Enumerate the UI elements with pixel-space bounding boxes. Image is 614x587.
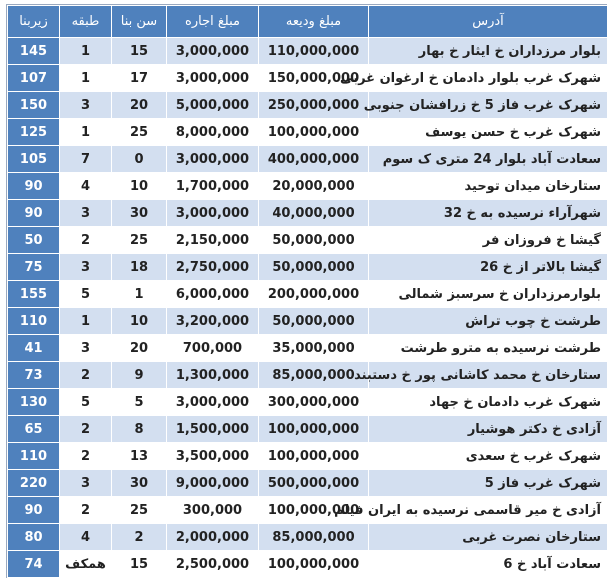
cell-deposit: 85,000,000 xyxy=(259,362,369,389)
cell-rent: 9,000,000 xyxy=(167,470,259,497)
cell-age: 25 xyxy=(112,119,167,146)
cell-address: شهرک غرب دادمان خ جهاد xyxy=(369,389,608,416)
cell-area: 90 xyxy=(8,497,60,524)
table-row xyxy=(8,92,608,119)
cell-deposit: 40,000,000 xyxy=(259,200,369,227)
cell-rent: 700,000 xyxy=(167,335,259,362)
cell-floor: 4 xyxy=(60,173,112,200)
table-row xyxy=(8,173,608,200)
cell-age: 10 xyxy=(112,308,167,335)
cell-address: بلوار مرزداران خ ایثار خ بهار xyxy=(369,38,608,65)
cell-rent: 300,000 xyxy=(167,497,259,524)
cell-area: 150 xyxy=(8,92,60,119)
cell-age: 0 xyxy=(112,146,167,173)
cell-deposit: 100,000,000 xyxy=(259,551,369,578)
cell-area: 155 xyxy=(8,281,60,308)
header-address: آدرس xyxy=(369,6,608,38)
table-row xyxy=(8,497,608,524)
cell-floor: 2 xyxy=(60,497,112,524)
cell-address: ستارخان میدان توحید xyxy=(369,173,608,200)
table-row xyxy=(8,227,608,254)
cell-deposit: 20,000,000 xyxy=(259,173,369,200)
cell-address: طرشت خ چوب تراش xyxy=(369,308,608,335)
cell-area: 41 xyxy=(8,335,60,362)
cell-area: 73 xyxy=(8,362,60,389)
cell-age: 17 xyxy=(112,65,167,92)
cell-floor: 1 xyxy=(60,119,112,146)
cell-address: شهرآراء نرسیده به خ 32 xyxy=(369,200,608,227)
cell-area: 110 xyxy=(8,443,60,470)
cell-rent: 6,000,000 xyxy=(167,281,259,308)
cell-deposit: 85,000,000 xyxy=(259,524,369,551)
cell-floor: 3 xyxy=(60,200,112,227)
header-floor: طبقه xyxy=(60,6,112,38)
table-row xyxy=(8,281,608,308)
table-row xyxy=(8,524,608,551)
cell-rent: 1,300,000 xyxy=(167,362,259,389)
cell-age: 15 xyxy=(112,38,167,65)
cell-address: ستارخان خ محمد کاشانی پور خ دستبند xyxy=(369,362,608,389)
table-row xyxy=(8,146,608,173)
cell-deposit: 100,000,000 xyxy=(259,416,369,443)
table-row xyxy=(8,416,608,443)
header-deposit: مبلغ ودیعه xyxy=(259,6,369,38)
table-row xyxy=(8,200,608,227)
cell-deposit: 50,000,000 xyxy=(259,227,369,254)
cell-address: شهرک غرب خ حسن یوسف xyxy=(369,119,608,146)
cell-area: 90 xyxy=(8,173,60,200)
cell-area: 65 xyxy=(8,416,60,443)
cell-floor: 3 xyxy=(60,335,112,362)
cell-age: 2 xyxy=(112,524,167,551)
cell-rent: 8,000,000 xyxy=(167,119,259,146)
cell-age: 18 xyxy=(112,254,167,281)
cell-floor: 2 xyxy=(60,416,112,443)
cell-floor: 3 xyxy=(60,254,112,281)
cell-age: 10 xyxy=(112,173,167,200)
cell-area: 105 xyxy=(8,146,60,173)
cell-address: شهرک غرب فاز 5 xyxy=(369,470,608,497)
cell-address: سعادت آباد بلوار 24 متری ک سوم xyxy=(369,146,608,173)
cell-address: بلوارمرزداران خ سرسبز شمالی xyxy=(369,281,608,308)
cell-area: 80 xyxy=(8,524,60,551)
cell-deposit: 100,000,000 xyxy=(259,443,369,470)
cell-age: 25 xyxy=(112,227,167,254)
cell-deposit: 35,000,000 xyxy=(259,335,369,362)
cell-deposit: 200,000,000 xyxy=(259,281,369,308)
cell-rent: 3,500,000 xyxy=(167,443,259,470)
cell-area: 130 xyxy=(8,389,60,416)
cell-floor: 5 xyxy=(60,281,112,308)
cell-age: 20 xyxy=(112,335,167,362)
cell-rent: 3,000,000 xyxy=(167,38,259,65)
table-row xyxy=(8,65,608,92)
cell-age: 13 xyxy=(112,443,167,470)
table-row xyxy=(8,308,608,335)
cell-area: 145 xyxy=(8,38,60,65)
cell-rent: 1,700,000 xyxy=(167,173,259,200)
cell-age: 20 xyxy=(112,92,167,119)
rental-table-container xyxy=(7,5,607,578)
cell-rent: 1,500,000 xyxy=(167,416,259,443)
cell-age: 30 xyxy=(112,470,167,497)
cell-age: 1 xyxy=(112,281,167,308)
table-row xyxy=(8,254,608,281)
header-area: زیربنا xyxy=(8,6,60,38)
cell-deposit: 50,000,000 xyxy=(259,254,369,281)
table-row xyxy=(8,38,608,65)
cell-rent: 2,000,000 xyxy=(167,524,259,551)
table-row xyxy=(8,389,608,416)
cell-address: شهرک غرب فاز 5 خ زرافشان جنوبی xyxy=(369,92,608,119)
cell-floor: 2 xyxy=(60,362,112,389)
cell-floor: همکف xyxy=(60,551,112,578)
cell-deposit: 500,000,000 xyxy=(259,470,369,497)
cell-rent: 2,500,000 xyxy=(167,551,259,578)
cell-age: 30 xyxy=(112,200,167,227)
cell-floor: 2 xyxy=(60,443,112,470)
table-row xyxy=(8,362,608,389)
table-row xyxy=(8,335,608,362)
cell-floor: 7 xyxy=(60,146,112,173)
cell-rent: 3,200,000 xyxy=(167,308,259,335)
cell-age: 15 xyxy=(112,551,167,578)
cell-deposit: 50,000,000 xyxy=(259,308,369,335)
rental-listings-table xyxy=(7,5,608,578)
cell-address: گیشا خ فروزان فر xyxy=(369,227,608,254)
cell-floor: 3 xyxy=(60,92,112,119)
cell-floor: 1 xyxy=(60,65,112,92)
cell-floor: 1 xyxy=(60,38,112,65)
cell-age: 8 xyxy=(112,416,167,443)
table-row xyxy=(8,443,608,470)
cell-deposit: 100,000,000 xyxy=(259,497,369,524)
cell-floor: 5 xyxy=(60,389,112,416)
cell-area: 50 xyxy=(8,227,60,254)
cell-area: 110 xyxy=(8,308,60,335)
cell-rent: 3,000,000 xyxy=(167,389,259,416)
cell-address: شهرک غرب خ سعدی xyxy=(369,443,608,470)
cell-address: آزادی خ دکتر هوشیار xyxy=(369,416,608,443)
cell-address: طرشت نرسیده به مترو طرشت xyxy=(369,335,608,362)
cell-rent: 2,150,000 xyxy=(167,227,259,254)
cell-area: 75 xyxy=(8,254,60,281)
cell-area: 220 xyxy=(8,470,60,497)
cell-rent: 3,000,000 xyxy=(167,200,259,227)
table-row xyxy=(8,470,608,497)
cell-rent: 5,000,000 xyxy=(167,92,259,119)
cell-rent: 3,000,000 xyxy=(167,65,259,92)
cell-deposit: 150,000,000 xyxy=(259,65,369,92)
cell-address: شهرک غرب بلوار دادمان خ ارغوان غربی xyxy=(369,65,608,92)
cell-age: 9 xyxy=(112,362,167,389)
cell-age: 25 xyxy=(112,497,167,524)
cell-deposit: 100,000,000 xyxy=(259,119,369,146)
cell-deposit: 400,000,000 xyxy=(259,146,369,173)
cell-address: آزادی خ میر قاسمی نرسیده به ایران فیلم xyxy=(369,497,608,524)
cell-address: سعادت آباد خ 6 xyxy=(369,551,608,578)
cell-deposit: 110,000,000 xyxy=(259,38,369,65)
cell-address: ستارخان نصرت غربی xyxy=(369,524,608,551)
table-body xyxy=(8,38,608,578)
cell-floor: 4 xyxy=(60,524,112,551)
header-age: سن بنا xyxy=(112,6,167,38)
cell-area: 125 xyxy=(8,119,60,146)
cell-deposit: 300,000,000 xyxy=(259,389,369,416)
cell-address: گیشا بالاتر از خ 26 xyxy=(369,254,608,281)
cell-rent: 3,000,000 xyxy=(167,146,259,173)
cell-rent: 2,750,000 xyxy=(167,254,259,281)
cell-floor: 1 xyxy=(60,308,112,335)
table-row xyxy=(8,119,608,146)
cell-floor: 3 xyxy=(60,470,112,497)
cell-area: 74 xyxy=(8,551,60,578)
cell-area: 90 xyxy=(8,200,60,227)
header-row xyxy=(8,6,608,38)
table-row xyxy=(8,551,608,578)
cell-area: 107 xyxy=(8,65,60,92)
cell-floor: 2 xyxy=(60,227,112,254)
cell-deposit: 250,000,000 xyxy=(259,92,369,119)
cell-age: 5 xyxy=(112,389,167,416)
header-rent: مبلغ اجاره xyxy=(167,6,259,38)
